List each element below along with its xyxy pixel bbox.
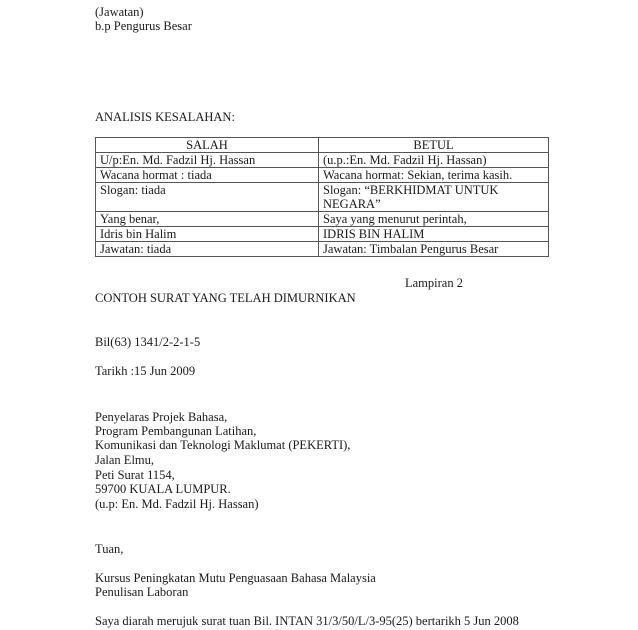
table-cell [319, 183, 549, 212]
table-cell: Jawatan: tiada [96, 242, 319, 257]
appendix-label: Lampiran 2 [405, 276, 463, 290]
address-line: Jalan Elmu, [95, 453, 155, 467]
error-analysis-table [95, 137, 549, 257]
column-header-salah: SALAH [96, 138, 319, 153]
table-cell: Saya yang menurut perintah, [319, 212, 549, 227]
address-line: Penyelaras Projek Bahasa, [95, 410, 228, 424]
address-line: Peti Surat 1154, [95, 468, 175, 482]
table-cell: Jawatan: Timbalan Pengurus Besar [319, 242, 549, 257]
subject-line: Kursus Peningkatan Mutu Penguasaan Bahasa Malaysia [95, 571, 376, 585]
table-cell: Yang benar, [96, 212, 319, 227]
table-cell: Idris bin Halim [96, 227, 319, 242]
table-row [96, 242, 549, 257]
table-row [96, 212, 549, 227]
analysis-heading: ANALISIS KESALAHAN: [95, 110, 235, 124]
address-line: 59700 KUALA LUMPUR. [95, 482, 231, 496]
subject-line: Penulisan Laboran [95, 585, 189, 599]
table-cell: U/p:En. Md. Fadzil Hj. Hassan [96, 153, 319, 168]
appendix-title: CONTOH SURAT YANG TELAH DIMURNIKAN [95, 291, 356, 305]
slogan-line-1: Slogan: “BERKHIDMAT UNTUK [323, 183, 499, 197]
address-line: (u.p: En. Md. Fadzil Hj. Hassan) [95, 497, 259, 511]
table-header-row [96, 138, 549, 153]
table-cell: Slogan: tiada [96, 183, 319, 212]
table-row [96, 227, 549, 242]
slogan-line-2: NEGARA” [323, 197, 381, 211]
table-row [96, 168, 549, 183]
letter-date: Tarikh :15 Jun 2009 [95, 364, 196, 378]
table-cell: (u.p.:En. Md. Fadzil Hj. Hassan) [319, 153, 549, 168]
table-row [96, 183, 549, 212]
letter-reference: Bil(63) 1341/2-2-1-5 [95, 335, 201, 349]
table-row [96, 153, 549, 168]
body-paragraph: Saya diarah merujuk surat tuan Bil. INTAN 31/3/50/L/3-95(25) bertarikh 5 Jun 2008 [95, 614, 519, 628]
column-header-betul: BETUL [319, 138, 549, 153]
address-line: Program Pembangunan Latihan, [95, 424, 257, 438]
salutation: Tuan, [95, 542, 124, 556]
table-cell: Wacana hormat : tiada [96, 168, 319, 183]
address-line: Komunikasi dan Teknologi Maklumat (PEKERTI), [95, 438, 351, 452]
table-cell: Wacana hormat: Sekian, terima kasih. [319, 168, 549, 183]
signature-jawatan: (Jawatan) [95, 5, 144, 19]
signature-bp: b.p Pengurus Besar [95, 19, 192, 33]
table-cell: IDRIS BIN HALIM [319, 227, 549, 242]
